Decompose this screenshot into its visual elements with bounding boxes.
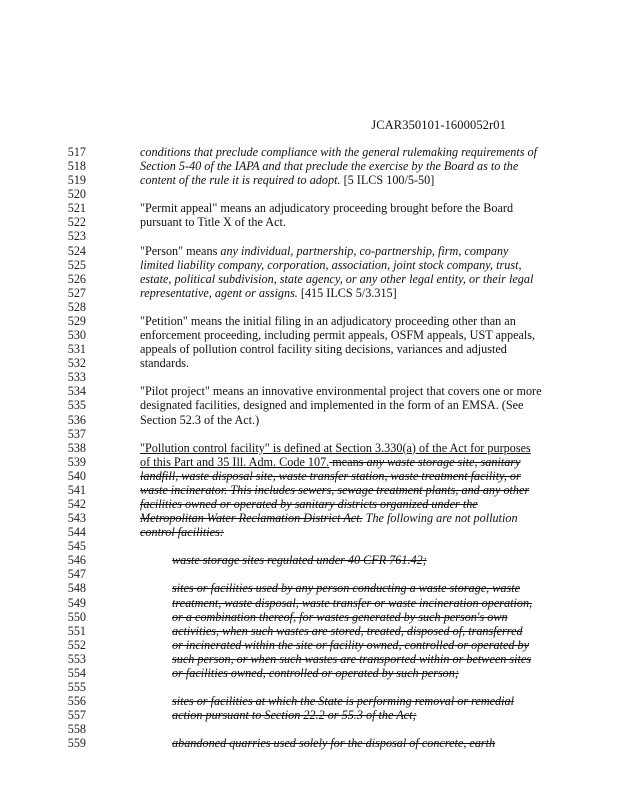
line-text (140, 525, 224, 539)
text-segment: sites or facilities used by any person conducting a waste storage, waste (172, 581, 520, 596)
line-text (140, 145, 537, 159)
document-line (0, 722, 644, 736)
text-segment: means (329, 454, 367, 469)
line-text (140, 511, 518, 525)
line-number: 554 (67, 665, 86, 680)
text-segment: pursuant to Title X of the Act. (140, 215, 286, 230)
text-segment: waste incinerator. This includes sewers, sewage treatment plants, and any other (140, 482, 530, 497)
line-number: 556 (67, 694, 86, 709)
line-number: 526 (67, 271, 86, 286)
text-segment: action pursuant to Section 22.2 or 55.3 of the Act; (172, 708, 417, 723)
line-text (172, 652, 531, 666)
text-segment: Metropolitan Water Reclamation District Act. (140, 511, 363, 526)
line-number: 531 (67, 342, 86, 357)
line-number: 544 (67, 525, 86, 540)
text-segment: landfill, waste disposal site, waste transfer station, waste treatment facility, or (140, 468, 521, 483)
line-number: 540 (67, 468, 86, 483)
line-text (140, 272, 533, 286)
text-segment: [415 ILCS 5/3.315] (297, 285, 397, 300)
text-segment: abandoned quarries used solely for the disposal of concrete, earth (172, 736, 496, 751)
text-segment: Section 52.3 of the Act.) (140, 412, 260, 427)
text-segment: content of the rule it is required to adopt. (140, 173, 341, 188)
line-number: 550 (67, 609, 86, 624)
text-segment: [5 ILCS 100/5-50] (340, 173, 435, 188)
line-number: 557 (67, 708, 86, 723)
text-segment: representative, agent or assigns. (140, 285, 298, 300)
line-text (140, 328, 535, 342)
line-text (140, 413, 259, 427)
document-line (0, 497, 644, 511)
text-segment: treatment, waste disposal, waste transfer or waste incineration operation, (172, 595, 533, 610)
text-segment: The following are not pollution (362, 511, 518, 526)
document-line (0, 342, 644, 356)
document-line (0, 286, 644, 300)
line-text (140, 497, 478, 511)
line-number: 527 (67, 285, 86, 300)
text-segment: appeals of pollution control facility siting decisions, variances and adjusted (140, 342, 507, 357)
line-text (140, 314, 516, 328)
line-number: 537 (67, 426, 86, 441)
text-segment: any waste storage site, sanitary (366, 454, 521, 469)
line-number: 543 (67, 511, 86, 526)
line-text (140, 342, 507, 356)
document-line (0, 610, 644, 624)
line-text (172, 638, 529, 652)
line-text (140, 258, 522, 272)
text-segment: designated facilities, designed and implemented in the form of an EMSA. (See (140, 398, 524, 413)
line-number: 536 (67, 412, 86, 427)
line-number: 524 (67, 243, 86, 258)
line-number: 520 (67, 187, 86, 202)
line-number: 545 (67, 539, 86, 554)
document-line (0, 694, 644, 708)
line-number: 529 (67, 313, 86, 328)
line-number: 546 (67, 553, 86, 568)
line-number: 534 (67, 384, 86, 399)
line-text (172, 736, 495, 750)
document-line (0, 596, 644, 610)
line-text (172, 624, 523, 638)
document-line (0, 525, 644, 539)
line-number: 530 (67, 328, 86, 343)
line-number: 551 (67, 623, 86, 638)
text-segment: sites or facilities at which the State is performing removal or remedial (172, 694, 515, 709)
line-text (172, 708, 417, 722)
document-line (0, 201, 644, 215)
document-line (0, 427, 644, 441)
line-text (140, 159, 518, 173)
line-number: 548 (67, 581, 86, 596)
text-segment: or a combination thereof, for wastes generated by such person's own (172, 609, 508, 624)
document-line (0, 229, 644, 243)
document-line (0, 441, 644, 455)
line-number: 538 (67, 440, 86, 455)
line-text (140, 356, 189, 370)
document-line (0, 455, 644, 469)
line-number: 553 (67, 651, 86, 666)
document-line (0, 215, 644, 229)
line-number: 535 (67, 398, 86, 413)
line-number: 542 (67, 497, 86, 511)
text-segment: facilities owned or operated by sanitary districts organized under the (140, 497, 478, 511)
text-segment: estate, political subdivision, state agency, or any other legal entity, or their legal (140, 271, 534, 286)
document-line (0, 272, 644, 286)
line-text (140, 173, 434, 187)
line-text (140, 244, 508, 258)
document-line (0, 187, 644, 201)
line-number: 539 (67, 454, 86, 469)
document-line (0, 736, 644, 750)
line-number: 522 (67, 215, 86, 230)
line-text (172, 581, 520, 595)
text-segment: limited liability company, corporation, association, joint stock company, trust, (140, 257, 522, 272)
line-text (140, 286, 397, 300)
document-line (0, 398, 644, 412)
document-line (0, 567, 644, 581)
line-number: 519 (67, 173, 86, 188)
text-segment: of this Part and 35 Ill. Adm. Code 107. (140, 454, 330, 469)
text-segment: activities, when such wastes are stored, treated, disposed of, transferred (172, 623, 523, 638)
text-segment: enforcement proceeding, including permit appeals, OSFM appeals, UST appeals, (140, 328, 536, 343)
line-number: 533 (67, 370, 86, 385)
text-segment: "Person" means (140, 243, 221, 258)
document-line (0, 511, 644, 525)
line-number: 555 (67, 680, 86, 695)
document-line (0, 244, 644, 258)
document-line (0, 159, 644, 173)
document-line (0, 145, 644, 159)
document-line (0, 708, 644, 722)
document-line (0, 413, 644, 427)
text-segment: "Pilot project" means an innovative environmental project that covers one or more (140, 384, 542, 399)
document-line (0, 258, 644, 272)
line-number: 521 (67, 201, 86, 216)
text-segment: such person, or when such wastes are transported within or between sites (172, 651, 532, 666)
document-line (0, 314, 644, 328)
line-number: 549 (67, 595, 86, 610)
document-line (0, 483, 644, 497)
line-text (140, 215, 286, 229)
line-number: 523 (67, 229, 86, 244)
line-text (140, 398, 523, 412)
text-segment: "Pollution control facility" is defined at Section 3.330(a) of the Act for purposes (140, 440, 531, 455)
line-number: 532 (67, 356, 86, 371)
document-line (0, 539, 644, 553)
text-segment: any individual, partnership, co-partnership, firm, company (220, 243, 509, 258)
text-segment: control facilities: (140, 525, 224, 540)
text-segment: waste storage sites regulated under 40 CFR 761.42; (172, 553, 427, 568)
line-text (172, 694, 514, 708)
line-text (140, 469, 521, 483)
document-line (0, 300, 644, 314)
document-line (0, 666, 644, 680)
text-segment: "Permit appeal" means an adjudicatory proceeding brought before the Board (140, 201, 514, 216)
document-line (0, 652, 644, 666)
document-line (0, 581, 644, 595)
document-line (0, 680, 644, 694)
document-line (0, 469, 644, 483)
line-number: 525 (67, 257, 86, 272)
document-line (0, 553, 644, 567)
line-number: 517 (67, 145, 86, 159)
line-number: 559 (67, 736, 86, 751)
line-number: 528 (67, 299, 86, 314)
text-segment: conditions that preclude compliance with the general rulemaking requirements of (140, 145, 538, 159)
text-segment: or facilities owned, controlled or operated by such person; (172, 665, 459, 680)
line-text (140, 483, 529, 497)
line-number: 541 (67, 482, 86, 497)
document-id-header: JCAR350101-1600052r01 (371, 118, 506, 132)
document-line (0, 328, 644, 342)
line-text (172, 596, 532, 610)
text-segment: or incinerated within the site or facility owned, controlled or operated by (172, 637, 529, 652)
document-line (0, 356, 644, 370)
document-line (0, 384, 644, 398)
line-text (140, 455, 521, 469)
document-line (0, 638, 644, 652)
line-text (140, 201, 513, 215)
document-line (0, 370, 644, 384)
line-text (172, 553, 427, 567)
line-text (140, 384, 542, 398)
line-number: 558 (67, 722, 86, 737)
text-segment: Section 5-40 of the IAPA and that preclude the exercise by the Board as to the (140, 159, 519, 174)
document-line (0, 173, 644, 187)
line-number: 518 (67, 159, 86, 174)
line-text (172, 666, 459, 680)
line-number: 552 (67, 637, 86, 652)
text-segment: "Petition" means the initial filing in an adjudicatory proceeding other than an (140, 313, 516, 328)
line-text (140, 441, 531, 455)
line-text (172, 610, 508, 624)
text-segment: standards. (140, 356, 190, 371)
document-line (0, 624, 644, 638)
line-number: 547 (67, 567, 86, 582)
